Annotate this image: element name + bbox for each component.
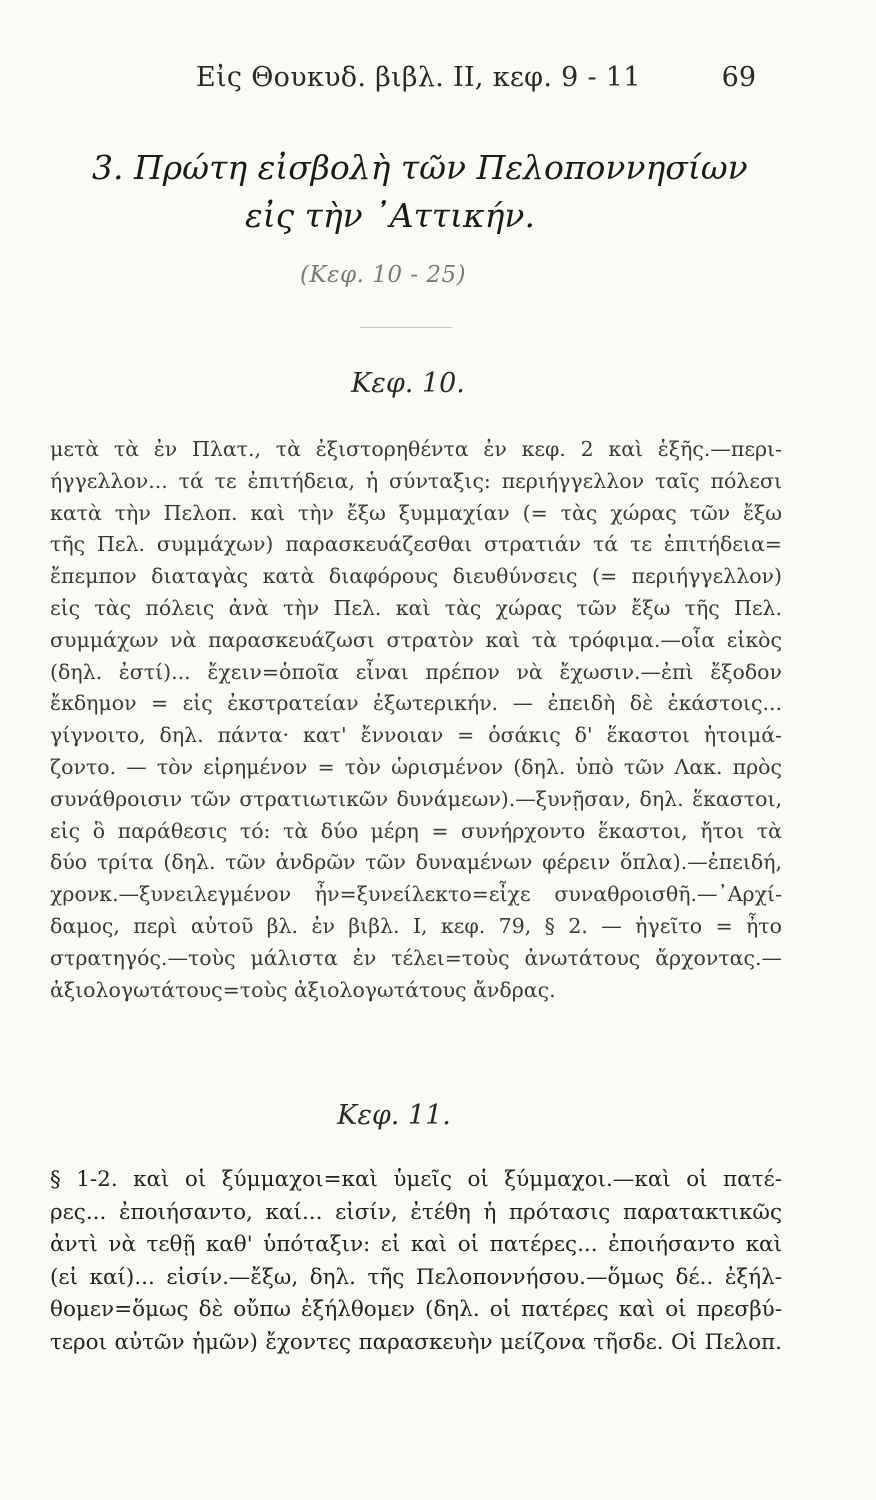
text-line: ρες... ἐποιήσαντο, καί... εἰσίν, ἐτέθη ἡ πρότασις παρατακτικῶς [50, 1199, 782, 1225]
divider-rule [360, 327, 452, 328]
text-line: § 1-2. καὶ οἱ ξύμμαχοι=καὶ ὑμεῖς οἱ ξύμμαχοι.—καὶ οἱ πατέ- [50, 1167, 782, 1192]
section-title-line-2: εἰς τὴν ᾿Αττικήν. [245, 196, 535, 235]
chapter-10-commentary [50, 434, 782, 1006]
text-line: ζοντο. — τὸν εἰρημένον = τὸν ὡρισμένον (δηλ. ὑπὸ τῶν Λακ. πρὸς [50, 754, 782, 779]
text-line: συμμάχων νὰ παρασκευάζωσι στρατὸν καὶ τὰ τρόφιμα.—οἷα εἰκὸς [50, 627, 782, 652]
chapter-11-commentary [50, 1164, 782, 1359]
text-line: θομεν=ὅμως δὲ οὔπω ἐξήλθομεν (δηλ. οἱ πατέρες καὶ οἱ πρεσβύ- [50, 1297, 782, 1322]
text-line: μετὰ τὰ ἐν Πλατ., τὰ ἐξιστορηθέντα ἐν κεφ. 2 καὶ ἑξῆς.—περι- [50, 437, 782, 461]
text-line: τῆς Πελ. συμμάχων) παρασκευάζεσθαι στρατιάν τά τε ἐπιτήδεια= [50, 532, 782, 557]
running-head-title: Εἰς Θουκυδ. βιβλ. II, κεφ. 9 - 11 [196, 62, 641, 93]
text-line: ἀξιολογωτάτους=τοὺς ἀξιολογωτάτους ἄνδρας. [50, 977, 556, 1002]
chapter-10-heading: Κεφ. 10. [351, 368, 465, 399]
chapter-range: (Κεφ. 10 - 25) [300, 262, 467, 288]
text-line: εἰς ὃ παράθεσις τό: τὰ δύο μέρη = συνήρχοντο ἕκαστοι, ἤτοι τὰ [50, 818, 782, 843]
text-line: γίγνοιτο, δηλ. πάντα· κατ' ἔννοιαν = ὁσάκις δ' ἕκαστοι ἡτοιμά- [50, 723, 782, 748]
page-number: 69 [721, 62, 756, 93]
text-line: (δηλ. ἐστί)... ἔχειν=ὁποῖα εἶναι πρέπον νὰ ἔχωσιν.—ἐπὶ ἔξοδον [50, 659, 782, 684]
text-line: εἰς τὰς πόλεις ἀνὰ τὴν Πελ. καὶ τὰς χώρας τῶν ἔξω τῆς Πελ. [50, 595, 782, 620]
text-line: (εἰ καί)... εἰσίν.—ἔξω, δηλ. τῆς Πελοποννήσου.—ὅμως δέ.. ἐξήλ- [50, 1264, 782, 1290]
text-line: ἀντὶ νὰ τεθῇ καθ' ὑπόταξιν: εἰ καὶ οἱ πατέρες... ἐποιήσαντο καὶ [50, 1232, 782, 1257]
section-title-line-1: 3. Πρώτη εἰσβολὴ τῶν Πελοποννησίων [92, 148, 748, 187]
text-line: ἔπεμπον διαταγὰς κατὰ διαφόρους διευθύνσεις (= περιήγγελλον) [50, 564, 782, 589]
text-line: ἔκδημον = εἰς ἐκστρατείαν ἐξωτερικήν. — ἐπειδὴ δὲ ἑκάστοις... [50, 691, 782, 716]
text-line: συνάθροισιν τῶν στρατιωτικῶν δυνάμεων).—ξυνῇσαν, δηλ. ἕκαστοι, [50, 786, 782, 811]
text-line: δύο τρίτα (δηλ. τῶν ἀνδρῶν τῶν δυναμένων φέρειν ὅπλα).—ἐπειδή, [50, 850, 782, 875]
text-line: τεροι αὐτῶν ἡμῶν) ἔχοντες παρασκευὴν μείζονα τῆσδε. Οἱ Πελοπ. [50, 1329, 782, 1355]
text-line: κατὰ τὴν Πελοπ. καὶ τὴν ἔξω ξυμμαχίαν (= τὰς χώρας τῶν ἔξω [50, 500, 782, 525]
running-head [0, 62, 876, 102]
text-line: χρονκ.—ξυνειλεγμένον ἦν=ξυνείλεκτο=εἶχε συναθροισθῆ.—᾿Αρχί- [50, 882, 782, 907]
text-line: ήγγελλον... τά τε ἐπιτήδεια, ἡ σύνταξις: περιήγγελλον ταῖς πόλεσι [50, 468, 782, 493]
text-line: στρατηγός.—τοὺς μάλιστα ἐν τέλει=τοὺς ἀνωτάτους ἄρχοντας.— [50, 945, 782, 970]
chapter-11-heading: Κεφ. 11. [337, 1100, 451, 1131]
text-line: δαμος, περὶ αὐτοῦ βλ. ἐν βιβλ. I, κεφ. 79, § 2. — ἡγεῖτο = ἦτο [50, 913, 782, 938]
